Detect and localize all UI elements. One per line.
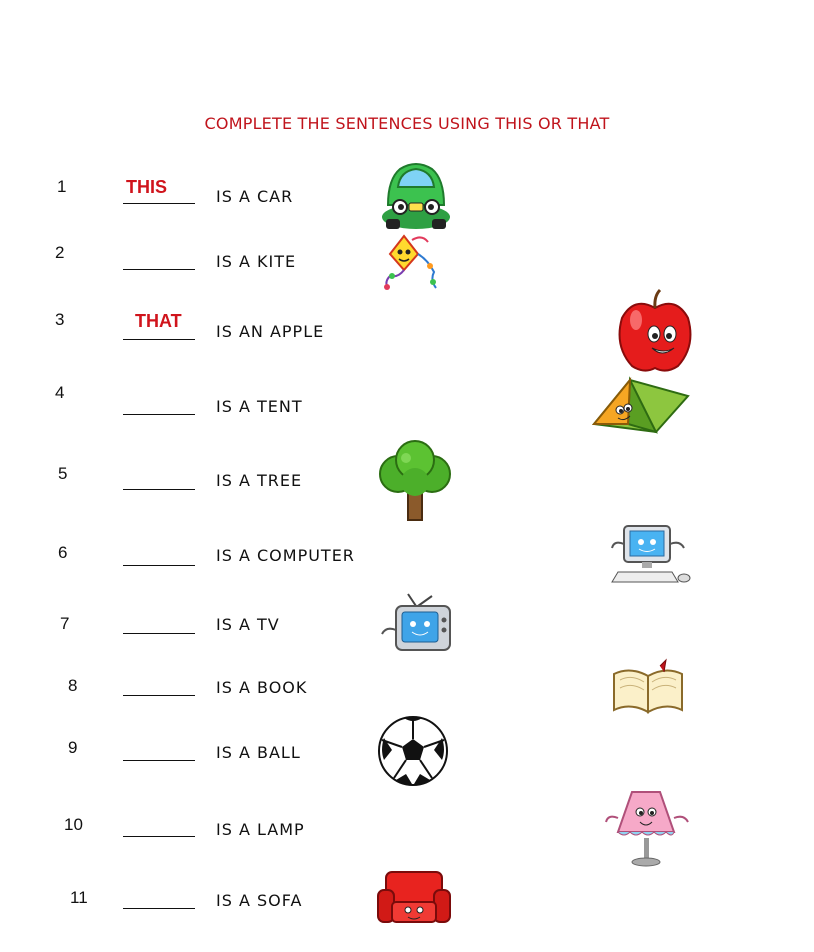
sentence-row (0, 660, 814, 720)
book-icon (608, 656, 688, 718)
tree-icon (376, 440, 454, 522)
sentence-text: IS A BALL (216, 743, 301, 762)
item-number: 10 (64, 815, 83, 834)
item-number: 1 (57, 177, 67, 196)
sentence-text: IS A SOFA (216, 891, 303, 910)
sentence-text: IS A KITE (216, 252, 297, 271)
answer-blank[interactable] (123, 673, 195, 696)
answer-blank[interactable] (123, 886, 195, 909)
sentence-text: IS A TV (216, 615, 280, 634)
item-number: 2 (55, 243, 65, 262)
sentence-text: IS A TREE (216, 471, 303, 490)
answer-blank[interactable] (123, 814, 195, 837)
computer-icon (608, 524, 692, 586)
answer-blank[interactable] (123, 247, 195, 270)
sentence-text: IS A TENT (216, 397, 303, 416)
sofa-icon (376, 868, 454, 930)
tent-icon (590, 374, 692, 436)
sentence-text: IS A LAMP (216, 820, 305, 839)
sentence-text: IS A BOOK (216, 678, 308, 697)
ball-icon (376, 714, 450, 788)
lamp-icon (604, 788, 692, 870)
item-number: 7 (60, 614, 70, 633)
item-number: 8 (68, 676, 78, 695)
answer-blank[interactable] (123, 738, 195, 761)
apple-icon (616, 288, 694, 374)
sentence-text: IS A CAR (216, 187, 294, 206)
sentence-text: IS AN APPLE (216, 322, 325, 341)
item-number: 4 (55, 383, 65, 402)
tv-icon (378, 592, 456, 656)
answer-blank[interactable] (123, 611, 195, 634)
car-icon (378, 157, 454, 233)
worksheet-title: COMPLETE THE SENTENCES USING THIS OR THAT (204, 114, 610, 133)
answer-blank[interactable] (123, 543, 195, 566)
item-number: 6 (58, 543, 68, 562)
answer-blank[interactable] (123, 392, 195, 415)
answer-blank[interactable] (123, 467, 195, 490)
answer-blank[interactable] (123, 181, 195, 204)
answer-text: THAT (135, 311, 182, 331)
kite-icon (378, 232, 440, 292)
answer-text: THIS (126, 177, 168, 197)
item-number: 5 (58, 464, 68, 483)
item-number: 9 (68, 738, 78, 757)
sentence-text: IS A COMPUTER (216, 546, 355, 565)
item-number: 3 (55, 310, 65, 329)
answer-blank[interactable] (123, 317, 195, 340)
item-number: 11 (70, 888, 88, 907)
